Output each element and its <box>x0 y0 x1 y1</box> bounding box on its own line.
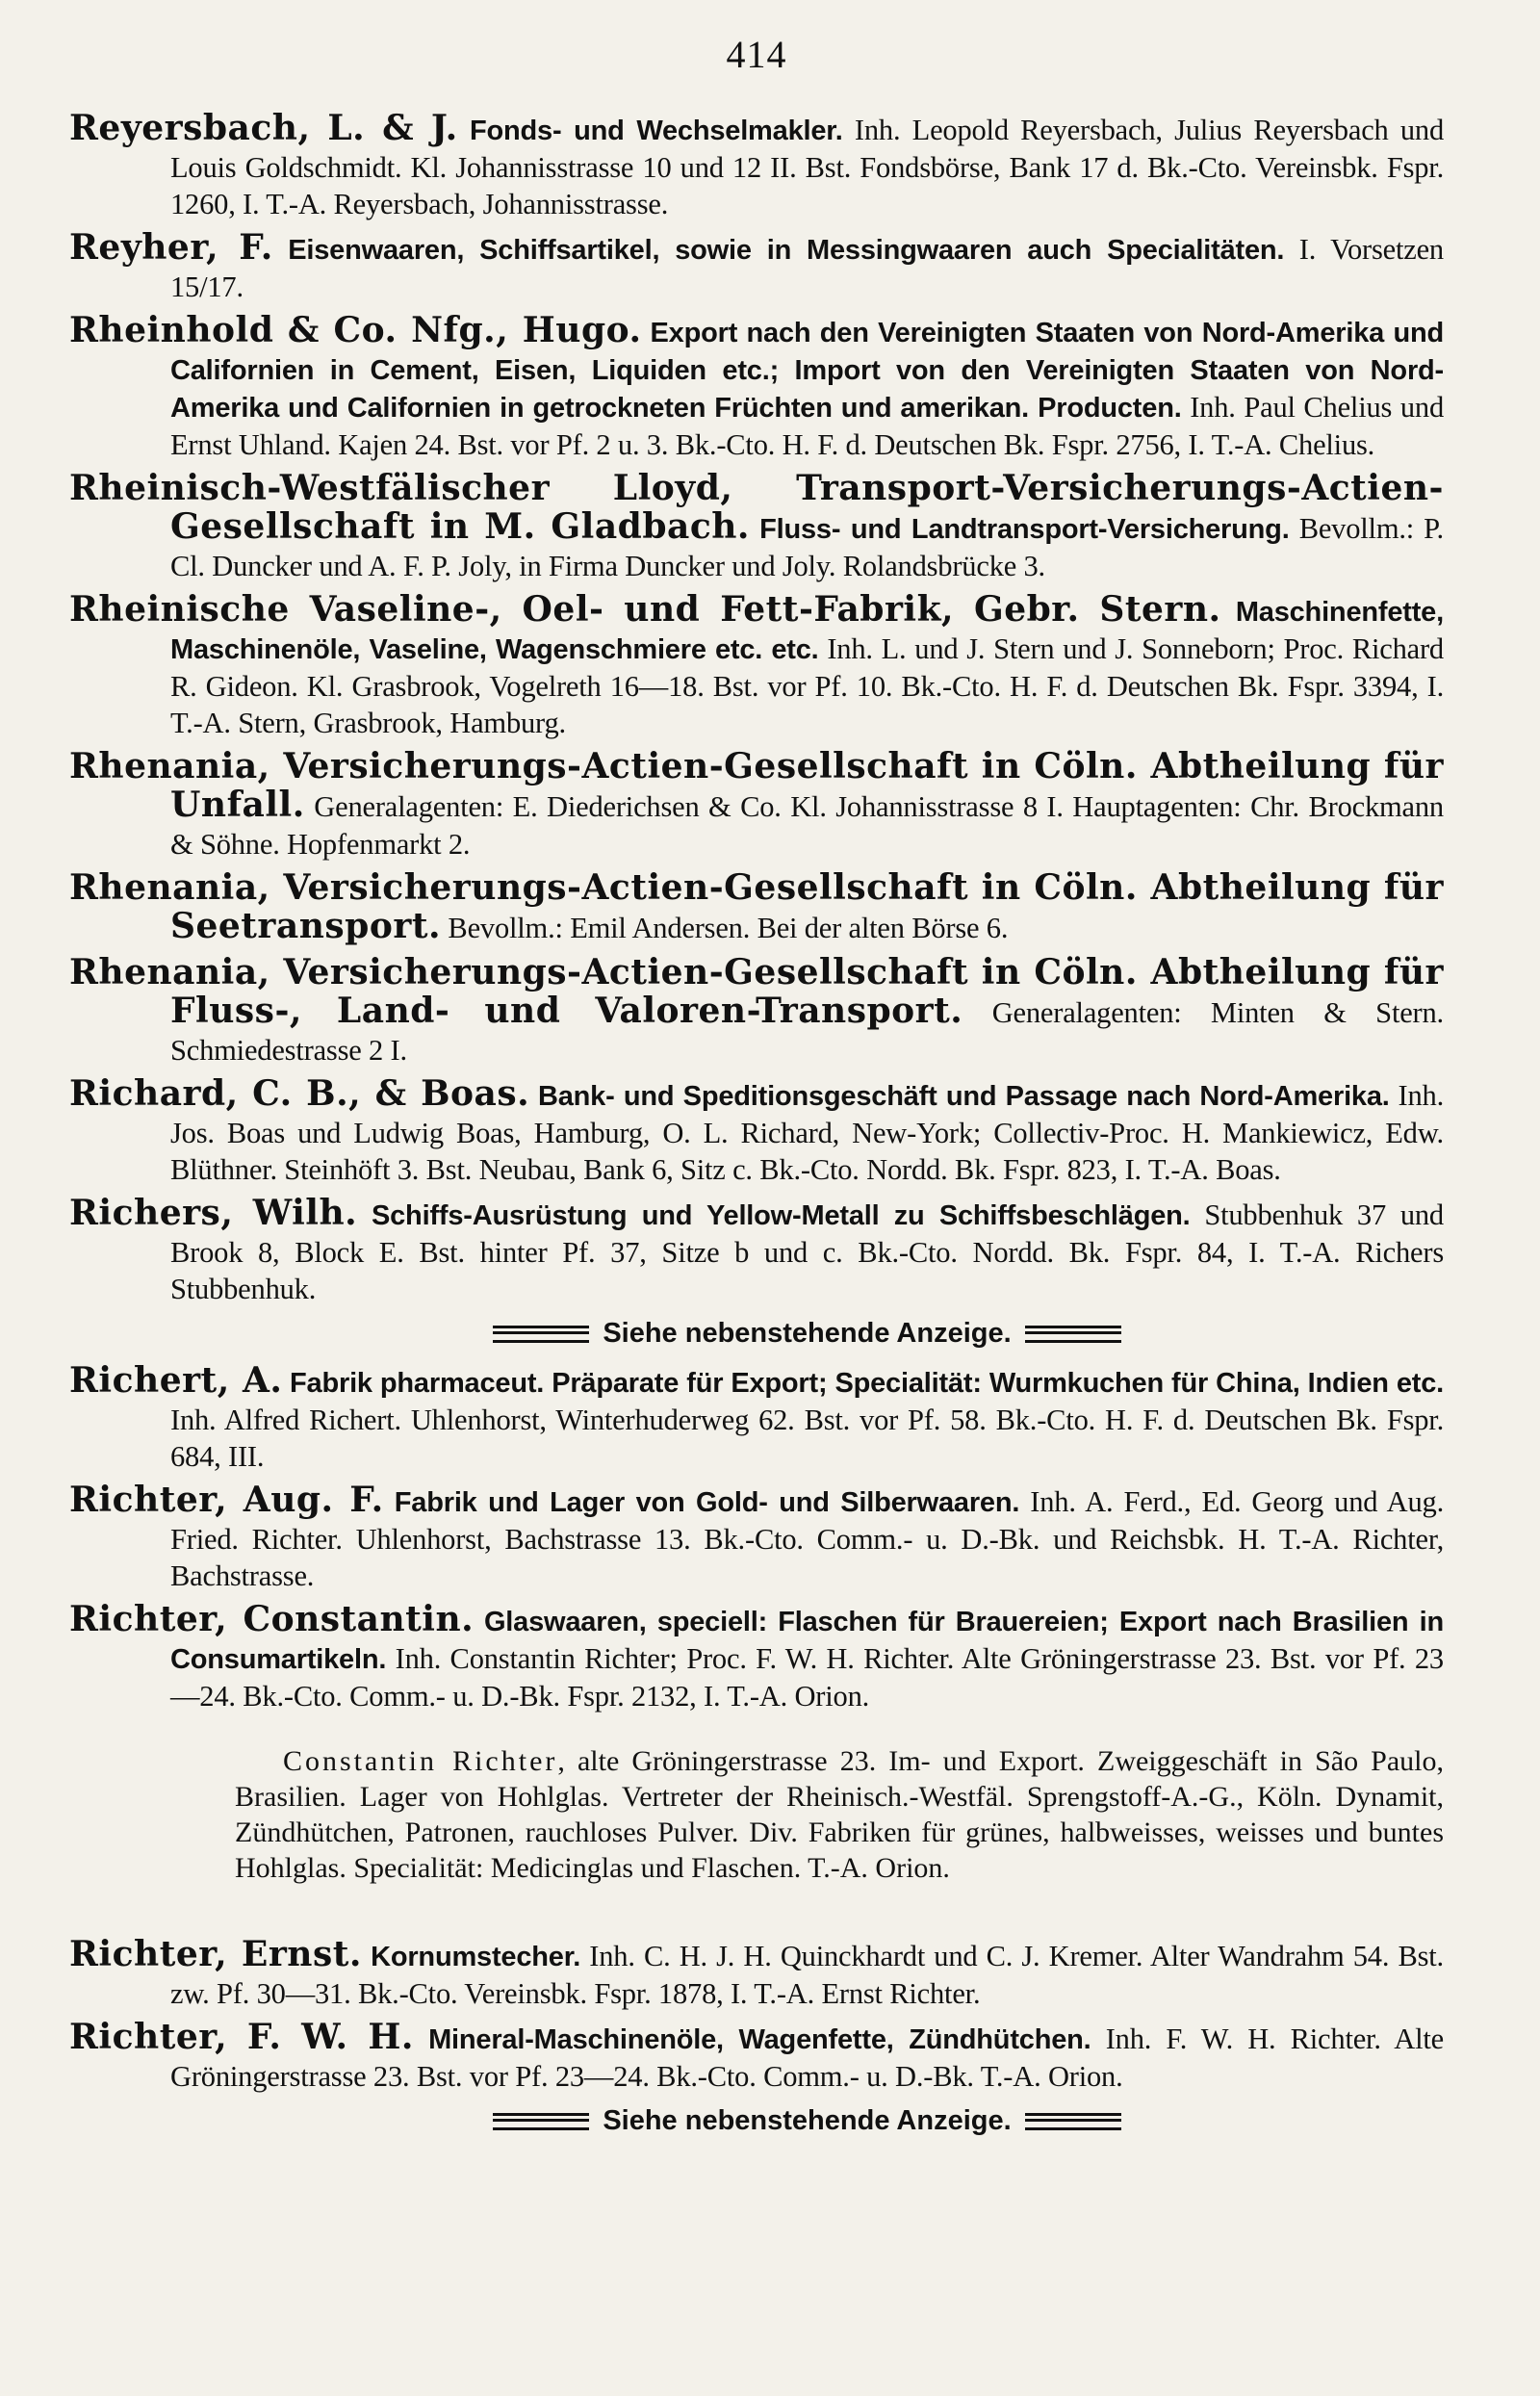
entry-description: Fabrik und Lager von Gold- und Silberwaaren. <box>394 1487 1020 1518</box>
notice-text: Siehe nebenstehende Anzeige. <box>603 1318 1012 1349</box>
entry-details: Inh. Alfred Richert. Uhlenhorst, Winterhuderweg 62. Bst. vor Pf. 58. Bk.-Cto. H. F. d. Deutschen Bk. Fspr. 684, III. <box>170 1404 1444 1473</box>
entry-description: Fonds- und Wechselmakler. <box>469 116 843 146</box>
entry-description: Schiffs-Ausrüstung und Yellow-Metall zu Schiffsbeschlägen. <box>371 1200 1191 1231</box>
see-adjacent-advert-notice <box>69 1314 1444 1353</box>
directory-entry <box>69 1362 1444 1475</box>
directory-entry <box>69 470 1444 584</box>
directory-entry <box>69 2019 1444 2095</box>
entry-name: Richter, Constantin. <box>69 1599 475 1639</box>
entry-description: Fabrik pharmaceut. Präparate für Export; Specialität: Wurmkuchen für China, Indien etc. <box>290 1368 1444 1399</box>
entry-details: Generalagenten: E. Diederichsen & Co. Kl. Johannisstrasse 8 I. Hauptagenten: Chr. Brockmann & Söhne. Hopfenmarkt 2. <box>170 790 1444 861</box>
entry-name: Richter, Aug. F. <box>69 1480 384 1520</box>
notice-text: Siehe nebenstehende Anzeige. <box>603 2105 1012 2136</box>
entry-description: Maschinenfette, Maschinenöle, Vaseline, Wagenschmiere etc. etc. <box>170 597 1444 665</box>
rule-ornament <box>1025 2113 1121 2130</box>
advert-block <box>69 1743 1444 1886</box>
entry-details: Inh. Constantin Richter; Proc. F. W. H. Richter. Alte Gröningerstrasse 23. Bst. vor Pf. 23—24. Bk.-Cto. Comm.- u. D.-Bk. Fspr. 2132, I. T.-A. Orion. <box>170 1642 1444 1713</box>
entry-details: Inh. Jos. Boas und Ludwig Boas, Hamburg, O. L. Richard, New-York; Collectiv-Proc. H. Mankiewicz, Edw. Blüthner. Steinhöft 3. Bst. Neubau, Bank 6, Sitz c. Bk.-Cto. Nordd. Bk. Fspr. 823, I. T.-A. Boas. <box>170 1079 1444 1186</box>
entry-description: Mineral-Maschinenöle, Wagenfette, Zündhütchen. <box>428 2024 1091 2055</box>
see-adjacent-advert-notice <box>69 2101 1444 2140</box>
directory-entry <box>69 110 1444 222</box>
entry-details: Inh. F. W. H. Richter. Alte Gröningerstrasse 23. Bst. vor Pf. 23—24. Bk.-Cto. Comm.- u. D.-Bk. T.-A. Orion. <box>170 2022 1444 2093</box>
entry-description: Eisenwaaren, Schiffsartikel, sowie in Messingwaaren auch Specialitäten. <box>288 235 1285 266</box>
entry-name: Rheinische Vaseline-, Oel- und Fett-Fabrik, Gebr. Stern. <box>69 589 1221 630</box>
rule-ornament <box>493 1326 589 1343</box>
entry-details: Inh. Paul Chelius und Ernst Uhland. Kajen 24. Bst. vor Pf. 2 u. 3. Bk.-Cto. H. F. d. Deutschen Bk. Fspr. 2756, I. T.-A. Chelius. <box>170 391 1444 461</box>
directory-entry <box>69 1936 1444 2012</box>
directory-entry <box>69 1481 1444 1594</box>
directory-entry <box>69 229 1444 305</box>
directory-entry <box>69 591 1444 741</box>
entry-name: Rhenania, Versicherungs-Actien-Gesellschaft in Cöln. Abtheilung für Seetransport. <box>69 867 1444 946</box>
directory-entry <box>69 869 1444 947</box>
advert-name: Constantin Richter <box>283 1745 558 1777</box>
entry-details: Bevollm.: P. Cl. Duncker und A. F. P. Joly, in Firma Duncker und Joly. Rolandsbrücke 3. <box>170 512 1444 582</box>
entry-description: Kornumstecher. <box>371 1942 581 1972</box>
entry-details: Inh. C. H. J. H. Quinckhardt und C. J. Kremer. Alter Wandrahm 54. Bst. zw. Pf. 30—31. Bk.-Cto. Vereinsbk. Fspr. 1878, I. T.-A. Ernst Richter. <box>170 1940 1444 2010</box>
entry-name: Rhenania, Versicherungs-Actien-Gesellschaft in Cöln. Abtheilung für Fluss-, Land- und Valoren-Transport. <box>69 952 1444 1031</box>
directory-entry <box>69 748 1444 863</box>
entry-name: Rhenania, Versicherungs-Actien-Gesellschaft in Cöln. Abtheilung für Unfall. <box>69 746 1444 825</box>
entry-name: Reyher, F. <box>69 227 273 268</box>
rule-ornament <box>1025 1326 1121 1343</box>
entry-name: Rheinhold & Co. Nfg., Hugo. <box>69 310 642 350</box>
entry-details: Bevollm.: Emil Andersen. Bei der alten Börse 6. <box>448 912 1009 944</box>
page-number: 414 <box>726 33 787 76</box>
directory-entry <box>69 1601 1444 1714</box>
entry-details: I. Vorsetzen 15/17. <box>170 233 1444 303</box>
entry-details: Generalagenten: Minten & Stern. Schmiedestrasse 2 I. <box>170 996 1444 1067</box>
entry-description: Export nach den Vereinigten Staaten von Nord-Amerika und Californien in Cement, Eisen, Liquiden etc.; Import von den Vereinigten Staaten von Nord-Amerika und Californien in getrockneten Früchten und amerikan. Producten. <box>170 318 1444 424</box>
entry-name: Reyersbach, L. & J. <box>69 108 458 148</box>
entry-description: Glaswaaren, speciell: Flaschen für Brauereien; Export nach Brasilien in Consumartikeln. <box>170 1607 1444 1675</box>
entry-details: Inh. Leopold Reyersbach, Julius Reyersbach und Louis Goldschmidt. Kl. Johannisstrasse 10 und 12 II. Bst. Fondsbörse, Bank 17 d. Bk.-Cto. Vereinsbk. Fspr. 1260, I. T.-A. Reyersbach, Johannisstrasse. <box>170 114 1444 220</box>
entry-name: Rheinisch-Westfälischer Lloyd, Transport-Versicherungs-Actien-Gesellschaft in M. Gladbach. <box>69 468 1444 547</box>
rule-ornament <box>493 2113 589 2130</box>
directory-entry <box>69 312 1444 463</box>
entry-details: Inh. A. Ferd., Ed. Georg und Aug. Fried. Richter. Uhlenhorst, Bachstrasse 13. Bk.-Cto. Comm.- u. D.-Bk. und Reichsbk. H. T.-A. Richter, Bachstrasse. <box>170 1485 1445 1592</box>
entry-name: Richert, A. <box>69 1360 283 1401</box>
entry-details: Stubbenhuk 37 und Brook 8, Block E. Bst. hinter Pf. 37, Sitze b und c. Bk.-Cto. Nordd. Bk. Fspr. 84, I. T.-A. Richers Stubbenhuk. <box>170 1198 1444 1305</box>
entry-name: Richter, F. W. H. <box>69 2017 414 2057</box>
directory-entry <box>69 1195 1444 1307</box>
entry-name: Richers, Wilh. <box>69 1193 358 1233</box>
directory-entry <box>69 954 1444 1069</box>
entry-description: Bank- und Speditionsgeschäft und Passage nach Nord-Amerika. <box>538 1081 1390 1112</box>
entry-name: Richter, Ernst. <box>69 1934 362 1974</box>
entry-description: Fluss- und Landtransport-Versicherung. <box>759 514 1290 545</box>
directory-entry <box>69 1075 1444 1188</box>
entry-details: Inh. L. und J. Stern und J. Sonneborn; Proc. Richard R. Gideon. Kl. Grasbrook, Vogelreth 16—18. Bst. vor Pf. 10. Bk.-Cto. H. F. d. Deutschen Bk. Fspr. 3394, I. T.-A. Stern, Grasbrook, Hamburg. <box>170 632 1444 739</box>
advert-text: , alte Gröningerstrasse 23. Im- und Export. Zweiggeschäft in São Paulo, Brasilien. Lager von Hohlglas. Vertreter der Rheinisch.-Westfäl. Sprengstoff-A.-G., Köln. Dynamit, Zündhütchen, Patronen, rauchloses Pulver. Div. Fabriken für grünes, halbweisses, weisses und buntes Hohlglas. Specialität: Medicinglas und Flaschen. T.-A. Orion. <box>235 1745 1444 1884</box>
entry-name: Richard, C. B., & Boas. <box>69 1073 530 1114</box>
